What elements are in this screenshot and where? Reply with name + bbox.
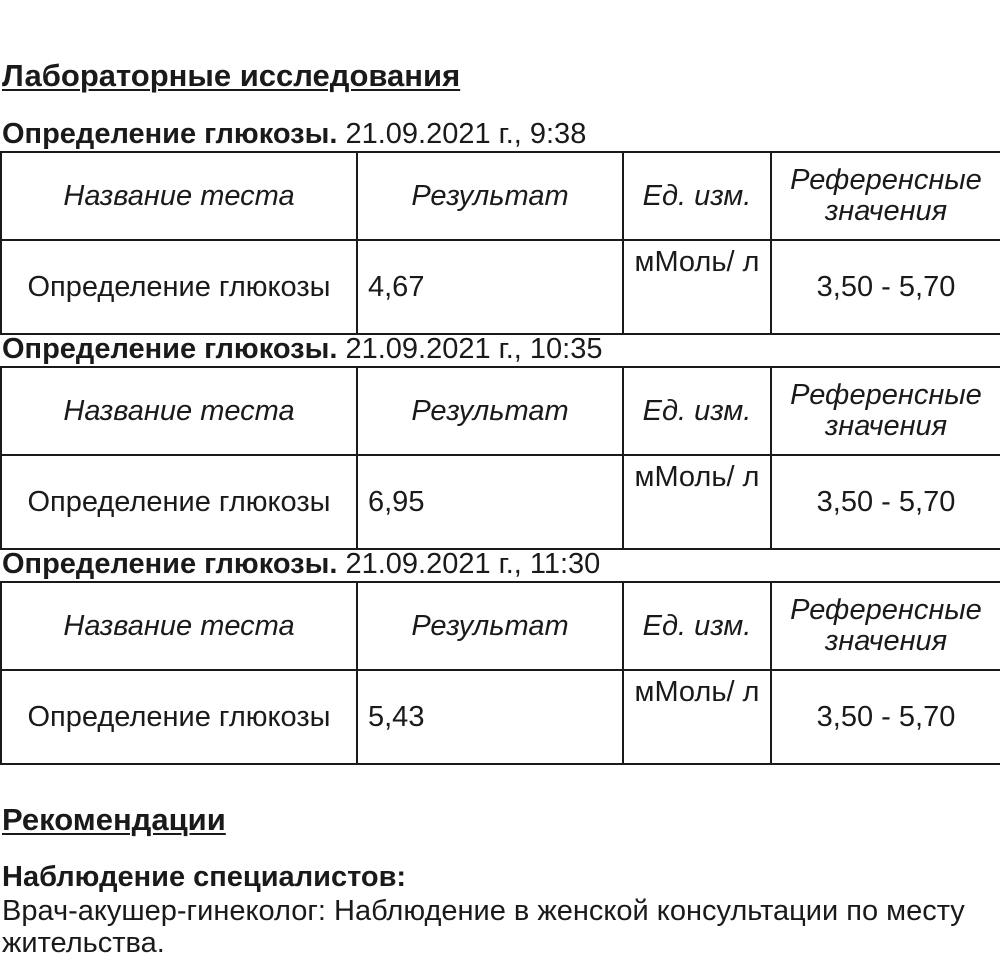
cell-unit: мМоль/ л [623, 670, 771, 764]
header-unit: Ед. изм. [623, 152, 771, 240]
header-test-name: Название теста [1, 582, 357, 670]
test-name: Определение глюкозы. [2, 118, 338, 150]
cell-reference: 3,50 - 5,70 [771, 670, 1000, 764]
cell-test-name: Определение глюкозы [1, 240, 357, 334]
results-table [0, 151, 1000, 335]
lab-section-title: Лабораторные исследования [2, 58, 461, 93]
recommendations-subtitle: Наблюдение специалистов: [2, 861, 407, 893]
table-row [1, 670, 1000, 764]
table-row [1, 455, 1000, 549]
cell-unit: мМоль/ л [623, 240, 771, 334]
header-reference: Референсные значения [771, 152, 1000, 240]
table-header-row [1, 152, 1000, 240]
test-name: Определение глюкозы. [2, 548, 338, 580]
table-header-row [1, 367, 1000, 455]
header-reference: Референсные значения [771, 582, 1000, 670]
cell-reference: 3,50 - 5,70 [771, 455, 1000, 549]
header-reference: Референсные значения [771, 367, 1000, 455]
recommendations-text: Врач-акушер-гинеколог: Наблюдение в женской консультации по месту жительства. [2, 895, 965, 959]
test-heading [2, 118, 586, 150]
cell-result: 5,43 [357, 670, 623, 764]
table-header-row [1, 582, 1000, 670]
cell-test-name: Определение глюкозы [1, 670, 357, 764]
recommendations-title: Рекомендации [2, 802, 226, 837]
cell-result: 6,95 [357, 455, 623, 549]
results-table [0, 366, 1000, 550]
test-name: Определение глюкозы. [2, 333, 338, 365]
test-datetime: 21.09.2021 г., 10:35 [345, 333, 603, 365]
header-result: Результат [357, 582, 623, 670]
cell-reference: 3,50 - 5,70 [771, 240, 1000, 334]
header-unit: Ед. изм. [623, 582, 771, 670]
results-table [0, 581, 1000, 765]
header-result: Результат [357, 367, 623, 455]
cell-test-name: Определение глюкозы [1, 455, 357, 549]
header-unit: Ед. изм. [623, 367, 771, 455]
table-row [1, 240, 1000, 334]
test-heading [2, 548, 600, 580]
header-test-name: Название теста [1, 152, 357, 240]
test-datetime: 21.09.2021 г., 9:38 [345, 118, 587, 150]
test-datetime: 21.09.2021 г., 11:30 [345, 548, 601, 580]
cell-result: 4,67 [357, 240, 623, 334]
test-heading [2, 333, 602, 365]
cell-unit: мМоль/ л [623, 455, 771, 549]
header-test-name: Название теста [1, 367, 357, 455]
header-result: Результат [357, 152, 623, 240]
